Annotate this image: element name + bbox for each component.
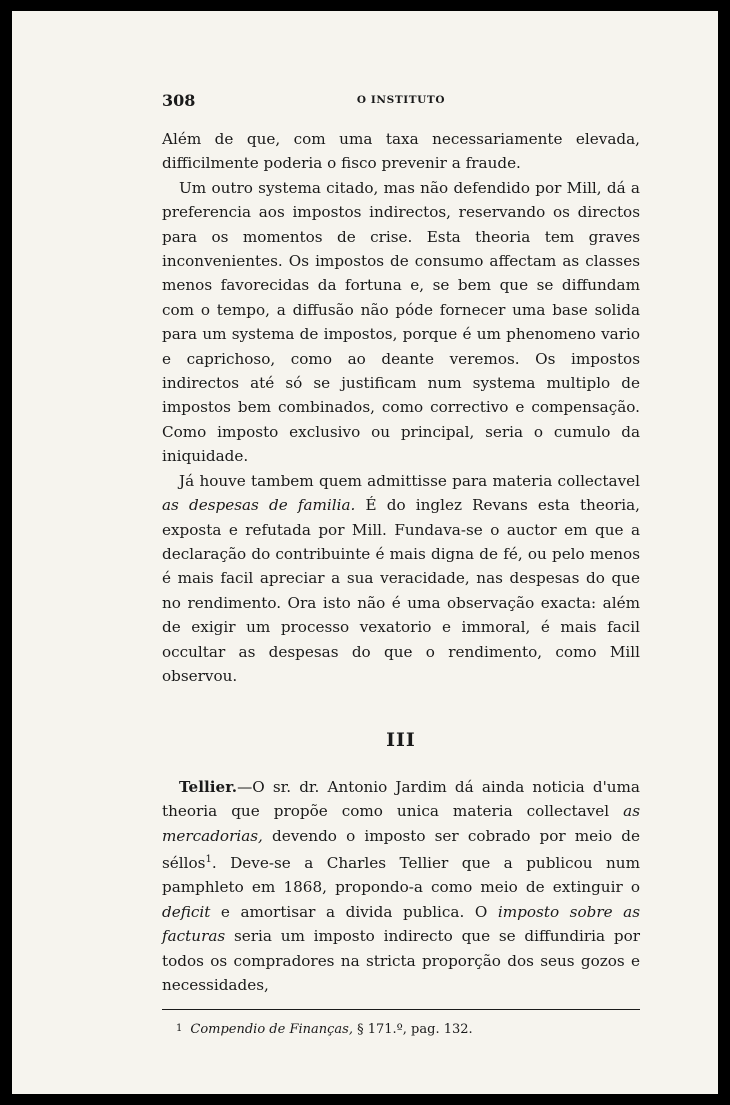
book-page	[12, 11, 718, 1094]
footnote-number: 1	[176, 1023, 183, 1035]
paragraph-4	[162, 775, 640, 998]
page-content	[162, 91, 640, 1039]
paragraph-4-text-3: . Deve-se a Charles Tellier que a publicou num pamphleto em 1868, propondo-a como meio de extinguir o	[162, 853, 640, 897]
paragraph-4-italic-1: as mercadorias,	[162, 802, 640, 845]
paragraph-3-italic: as despesas de familia.	[162, 496, 356, 515]
paragraph-2: Um outro systema citado, mas não defendido por Mill, dá a preferencia aos impostos indirectos, reservando os directos para os momentos de crise. Esta theoria tem graves inconvenientes. Os impostos de consumo affectam as classes menos favorecidas da fortuna e, se bem que se diffundam com o tempo, a diffusão não póde fornecer uma base solida para um systema de impostos, porque é um phenomeno vario e caprichoso, como ao deante veremos. Os impostos indirectos até só se justificam num systema multiplo de impostos bem combinados, como correctivo e compensação. Como imposto exclusivo ou principal, seria o cumulo da iniquidade.	[162, 178, 640, 466]
paragraph-3-text-b: É do inglez Revans esta theoria, exposta e refutada por Mill. Fundava-se o auctor em que a declaração do contribuinte é mais digna de fé, ou pelo menos é mais facil apreciar a sua veracidade, nas despesas do que no rendimento. Ora isto não é uma observação exacta: além de exigir um processo vexatorio e immoral, é mais facil occultar as despesas do que o rendimento, como Mill observou.	[162, 496, 641, 685]
paragraph-4-text-5: seria um imposto indirecto que se diffundiria por todos os compradores na stricta proporção dos seus gozos e necessidades,	[162, 927, 640, 994]
paragraph-4-italic-3: imposto sobre as facturas	[162, 902, 641, 946]
paragraph-4-text-2: devendo o imposto ser cobrado por meio de séllos	[162, 826, 640, 872]
paragraph-1: Além de que, com uma taxa necessariamente elevada, difficilmente poderia o fisco prevenir a fraude.	[162, 130, 640, 173]
footnote	[162, 1020, 640, 1039]
footnote-source: Compendio de Finanças,	[190, 1022, 353, 1038]
paragraph-4-italic-2: deficit	[162, 902, 211, 921]
paragraph-4-text-4: e amortisar a divida publica. O	[210, 902, 498, 921]
paragraph-3-text-a: Já houve tambem quem admittisse para materia collectavel	[179, 471, 640, 490]
paragraph-4-text-1: —O sr. dr. Antonio Jardim dá ainda noticia d'uma theoria que propõe como unica materia collectavel	[162, 777, 640, 821]
running-title: O INSTITUTO	[356, 94, 446, 106]
page-number: 308	[162, 91, 196, 110]
footnote-divider	[162, 1009, 640, 1010]
page-header	[162, 91, 640, 115]
footnote-reference: 1	[205, 853, 212, 865]
body-text	[162, 127, 640, 997]
paragraph-3	[162, 469, 640, 689]
paragraph-4-lead: Tellier.	[179, 777, 238, 796]
footnote-text: § 171.º, pag. 132.	[352, 1022, 473, 1038]
section-heading: III	[386, 729, 416, 752]
